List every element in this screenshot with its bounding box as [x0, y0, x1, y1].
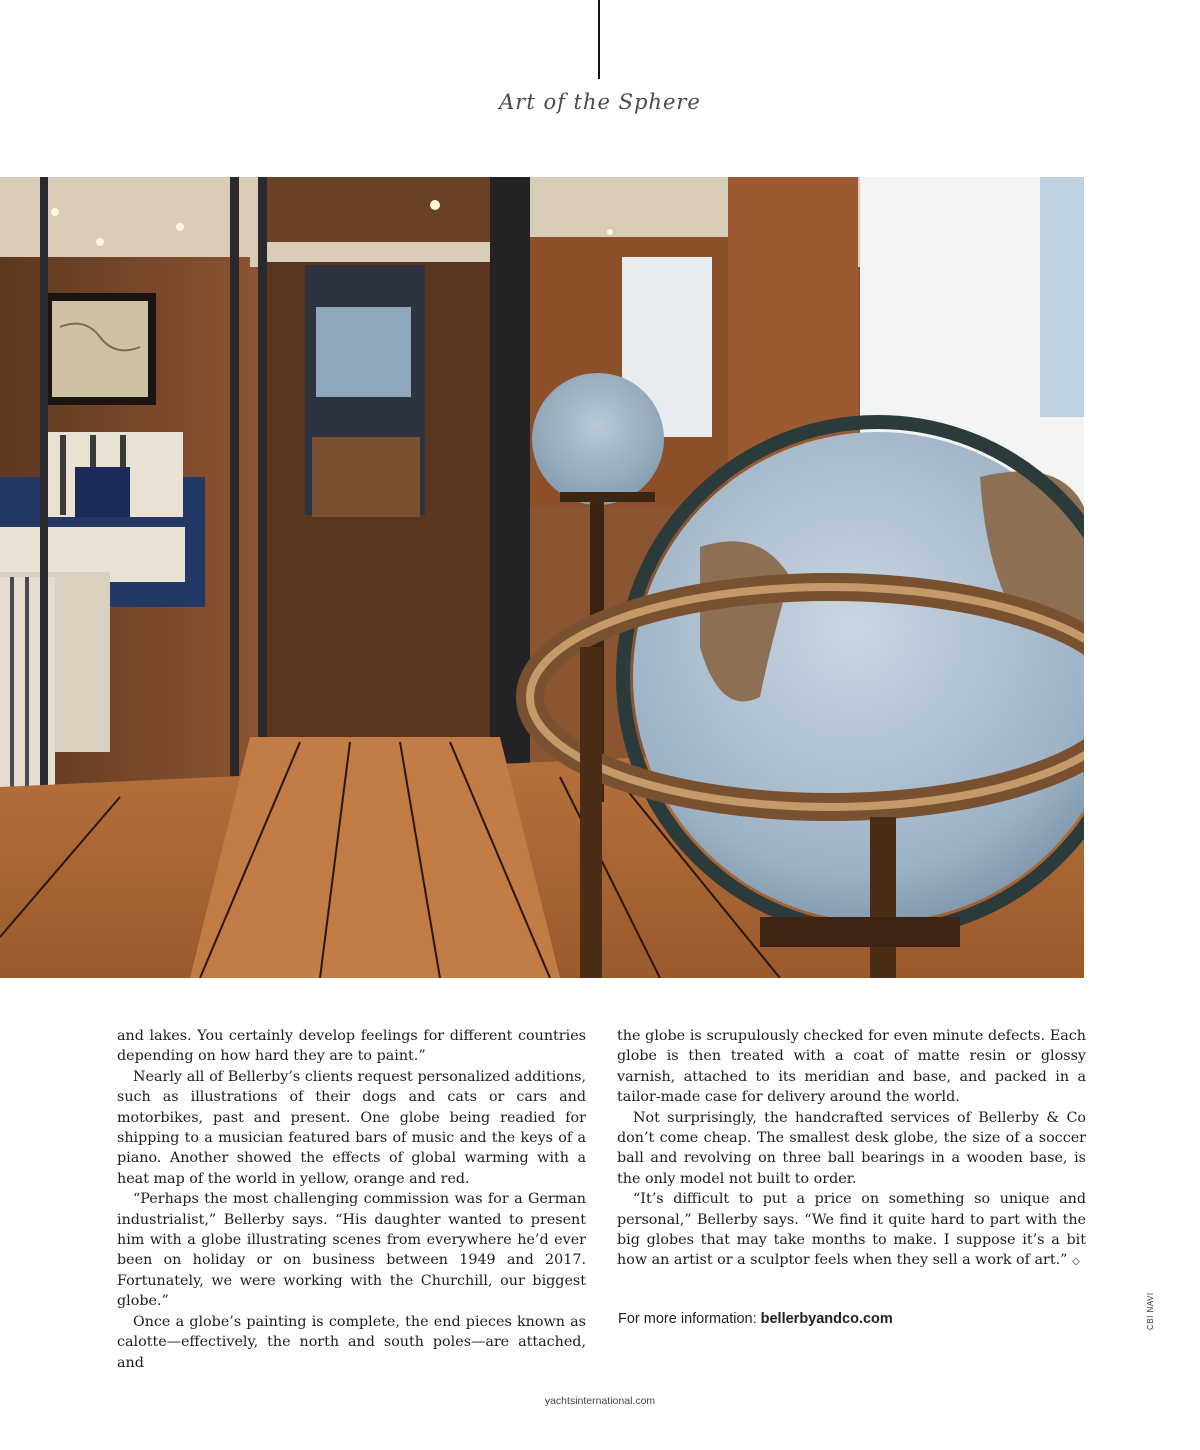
article-column-left: [117, 1026, 586, 1373]
end-mark-icon: ◇: [1072, 1256, 1080, 1268]
globe-interior-illustration: [0, 177, 1084, 978]
section-title: Art of the Sphere: [499, 90, 701, 114]
paragraph: and lakes. You certainly develop feelings for different countries depending on how hard they are to paint.”: [117, 1028, 586, 1065]
header-rule: [598, 0, 600, 79]
footer-url[interactable]: yachtsinternational.com: [544, 1395, 656, 1407]
paragraph: the globe is scrupulously checked for even minute defects. Each globe is then treated with a coat of matte resin or glossy varnish, attached to its meridian and base, and packed in a tailor-made case for delivery around the world.: [617, 1028, 1086, 1106]
more-info-label: For more information:: [618, 1311, 761, 1327]
feature-photo: [0, 177, 1084, 978]
more-info: [618, 1311, 893, 1327]
paragraph: Not surprisingly, the handcrafted services of Bellerby & Co don’t come cheap. The smallest desk globe, the size of a soccer ball and revolving on three ball bearings in a wooden base, is the only model not built to order.: [617, 1109, 1086, 1187]
more-info-link[interactable]: bellerbyandco.com: [760, 1311, 893, 1327]
paragraph: Once a globe’s painting is complete, the end pieces known as calotte—effectively, the north and south poles—are attached, and: [117, 1313, 586, 1371]
photo-credit: CBI NAVI: [1146, 1292, 1155, 1330]
paragraph-final: [617, 1189, 1086, 1273]
final-paragraph-text: “It’s difficult to put a price on something so unique and personal,” Bellerby says. “We find it quite hard to part with the big globes that may take months to make. I suppose it’s a bit how an artist or a sculptor feels when they sell a work of art.”: [617, 1191, 1086, 1269]
article-column-right: [617, 1026, 1086, 1273]
paragraph: “Perhaps the most challenging commission was for a German industrialist,” Bellerby says. “His daughter wanted to present him with a globe illustrating scenes from everywhere he’d ever been on holiday or on business between 1949 and 2017. Fortunately, we were working with the Churchill, our biggest globe.”: [117, 1191, 586, 1310]
paragraph: Nearly all of Bellerby’s clients request personalized additions, such as illustrations of their dogs and cats or cars and motorbikes, past and present. One globe being readied for shipping to a musician featured bars of music and the keys of a piano. Another showed the effects of global warming with a heat map of the world in yellow, orange and red.: [117, 1068, 586, 1187]
